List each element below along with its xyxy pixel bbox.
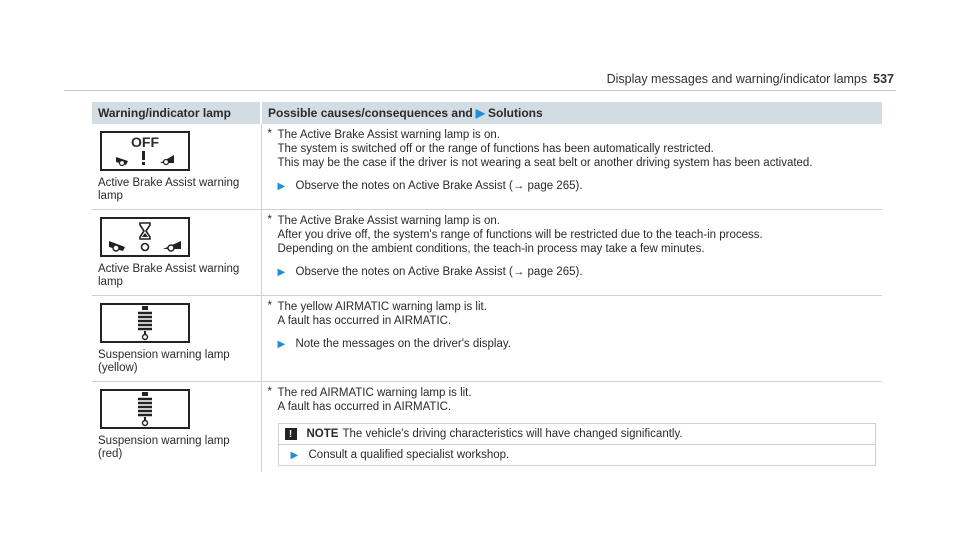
description-cell	[261, 296, 882, 382]
column-header-causes	[261, 102, 882, 124]
lamp-cell	[92, 210, 261, 296]
action-text[interactable]: Observe the notes on Active Brake Assist (→ page 265).	[295, 266, 583, 278]
suspension-yellow-icon	[100, 303, 190, 343]
lamp-name: Suspension warning lamp (yellow)	[98, 349, 230, 374]
suspension-spring-icon	[135, 305, 155, 341]
solutions-arrow-icon: ▶	[475, 106, 485, 120]
warning-lamp-table	[92, 102, 882, 472]
running-header	[607, 72, 894, 86]
active-brake-assist-off-icon	[100, 131, 190, 171]
description-line: A fault has occurred in AIRMATIC.	[277, 401, 452, 413]
bullet-marker: *	[267, 300, 272, 312]
lamp-name: Suspension warning lamp (red)	[98, 435, 230, 460]
note-action-row	[279, 444, 876, 465]
description-text	[278, 214, 763, 257]
description-text	[278, 386, 472, 415]
description-line: Depending on the ambient conditions, the teach-in process may take a few minutes.	[277, 243, 705, 255]
column-header-solutions-label: Solutions	[488, 106, 543, 120]
description-cell	[261, 382, 882, 473]
column-header-lamp: Warning/indicator lamp	[92, 102, 261, 124]
description-cell	[261, 210, 882, 296]
active-brake-assist-teach-in-icon	[100, 217, 190, 257]
lamp-off-text: OFF	[131, 134, 159, 150]
table-row	[92, 124, 882, 210]
bullet-marker: *	[267, 386, 272, 398]
description-lead	[268, 300, 877, 329]
action-item	[278, 338, 877, 351]
description-line: The Active Brake Assist warning lamp is on.	[277, 129, 500, 141]
table-row	[92, 382, 882, 473]
car-collision-icon	[114, 149, 176, 167]
description-line: This may be the case if the driver is not wearing a seat belt or another driving system has been activated.	[277, 157, 813, 169]
note-action-text: Consult a qualified specialist workshop.	[308, 449, 510, 461]
table-row	[92, 296, 882, 382]
description-line: The Active Brake Assist warning lamp is on.	[277, 215, 500, 227]
lamp-cell	[92, 296, 261, 382]
note-text: The vehicle's driving characteristics will have changed significantly.	[342, 428, 683, 440]
action-arrow-icon: ▶	[277, 267, 286, 278]
description-cell	[261, 124, 882, 210]
note-label: NOTE	[306, 428, 339, 440]
description-lead	[268, 128, 877, 171]
bullet-marker: *	[267, 214, 272, 226]
lamp-cell	[92, 382, 261, 473]
lamp-name: Active Brake Assist warning lamp	[98, 177, 240, 202]
description-line: After you drive off, the system's range of functions will be restricted due to the teach-in process.	[277, 229, 763, 241]
hourglass-car-icon	[105, 221, 185, 253]
action-text[interactable]: Observe the notes on Active Brake Assist (→ page 265).	[295, 180, 583, 192]
header-title: Display messages and warning/indicator lamps	[606, 72, 868, 86]
description-line: A fault has occurred in AIRMATIC.	[277, 315, 452, 327]
table-header-row	[92, 102, 882, 124]
description-text	[278, 300, 487, 329]
action-item	[278, 266, 877, 279]
page-number: 537	[873, 72, 894, 86]
description-line: The red AIRMATIC warning lamp is lit.	[277, 387, 472, 399]
note-row	[279, 424, 876, 444]
action-arrow-icon: ▶	[277, 339, 286, 350]
description-lead	[268, 214, 877, 257]
column-header-causes-label: Possible causes/consequences and	[268, 106, 473, 120]
lamp-name: Active Brake Assist warning lamp	[98, 263, 240, 288]
note-box	[278, 423, 877, 466]
suspension-red-icon	[100, 389, 190, 429]
description-lead	[268, 386, 877, 415]
bullet-marker: *	[267, 128, 272, 140]
lamp-cell	[92, 124, 261, 210]
action-arrow-icon: ▶	[277, 181, 286, 192]
header-rule	[64, 90, 896, 91]
table-row	[92, 210, 882, 296]
action-arrow-icon: ▶	[290, 449, 299, 461]
suspension-spring-icon	[135, 391, 155, 427]
description-text	[278, 128, 813, 171]
exclamation-icon: !	[285, 428, 297, 440]
description-line: The system is switched off or the range of functions has been automatically restricted.	[277, 143, 714, 155]
description-line: The yellow AIRMATIC warning lamp is lit.	[277, 301, 487, 313]
action-text: Note the messages on the driver's display.	[295, 338, 511, 350]
action-item	[278, 180, 877, 193]
